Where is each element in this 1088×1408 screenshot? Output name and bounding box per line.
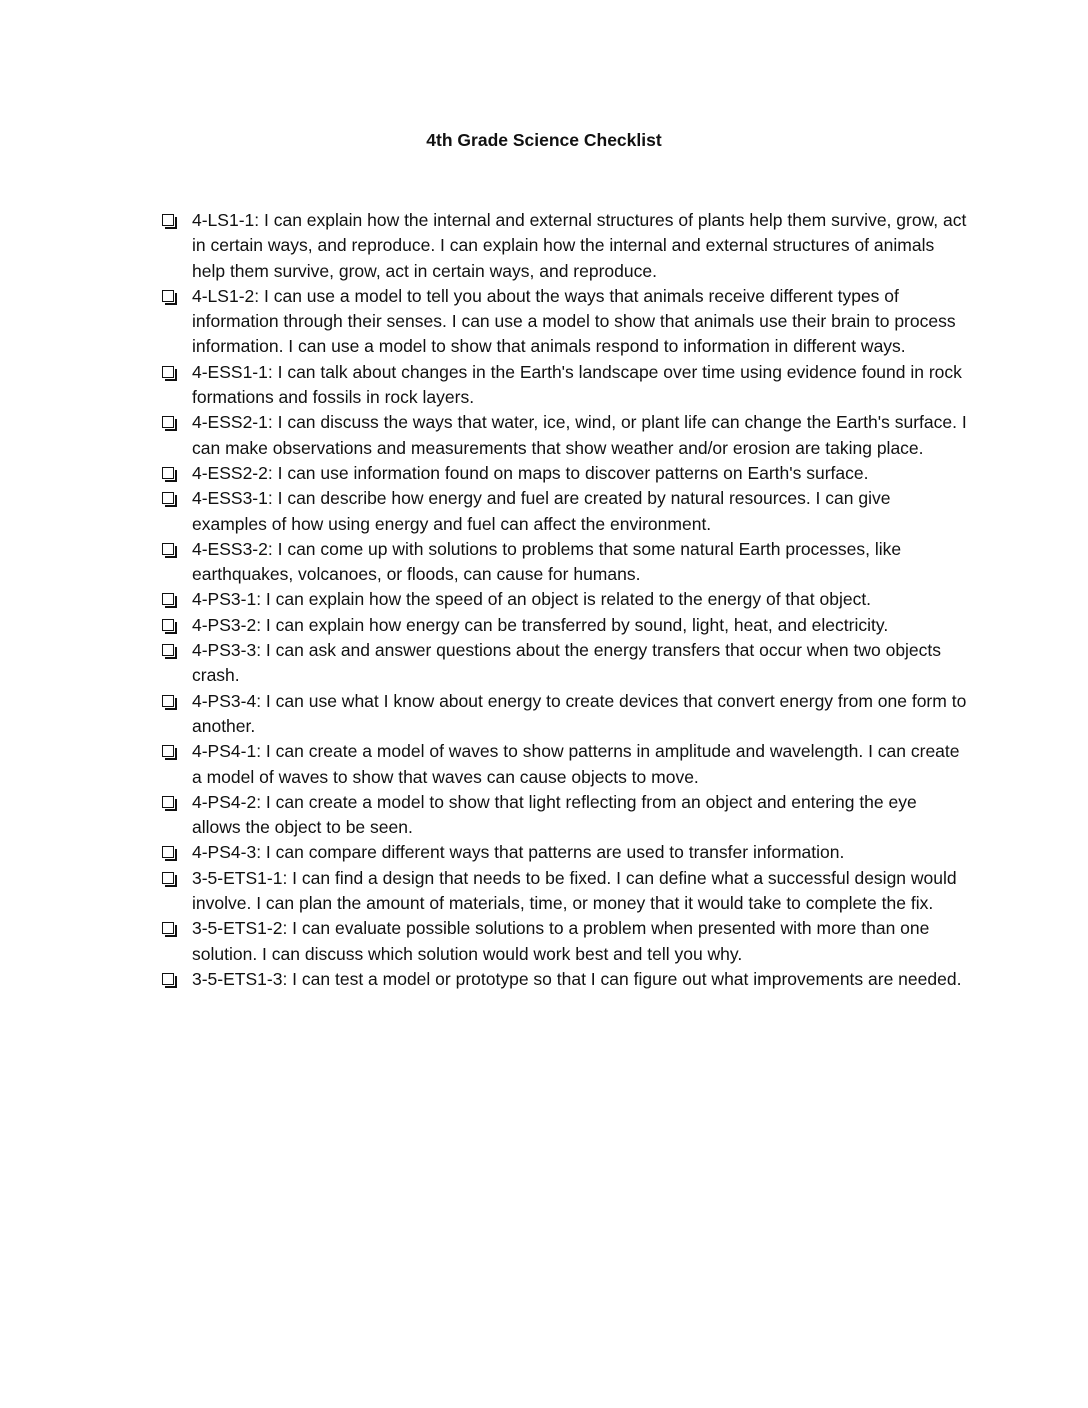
checklist-item-text: 4-PS3-1: I can explain how the speed of an object is related to the energy of that object. [192, 589, 872, 610]
science-checklist [160, 208, 970, 992]
checklist-item-text: 4-ESS2-2: I can use information found on maps to discover patterns on Earth's surface. [192, 462, 869, 483]
checklist-item [160, 613, 970, 638]
checklist-item [160, 461, 970, 486]
checkbox-icon [160, 410, 192, 435]
checklist-item [160, 360, 970, 411]
checkbox-icon [160, 840, 192, 865]
checkbox-icon [160, 587, 192, 612]
checklist-item [160, 638, 970, 689]
checklist-item [160, 689, 970, 740]
checklist-item-text: 4-ESS2-1: I can discuss the ways that water, ice, wind, or plant life can change the Earth's surface. I can make observations and measurements that show weather and/or erosion are taking place. [192, 412, 967, 458]
checklist-item-text: 3-5-ETS1-2: I can evaluate possible solutions to a problem when presented with more than one solution. I can discuss which solution would work best and tell you why. [192, 918, 930, 964]
checklist-item-text: 4-PS3-3: I can ask and answer questions about the energy transfers that occur when two objects crash. [192, 640, 942, 686]
checklist-item-text: 4-ESS1-1: I can talk about changes in the Earth's landscape over time using evidence found in rock formations and fossils in rock layers. [192, 361, 962, 408]
checkbox-icon [160, 284, 192, 309]
checkbox-icon [160, 739, 192, 764]
checkbox-icon [160, 638, 192, 663]
checkbox-icon [160, 461, 192, 486]
checklist-item-text: 4-PS3-2: I can explain how energy can be transferred by sound, light, heat, and electricity. [192, 614, 889, 635]
checklist-item [160, 537, 970, 588]
checklist-item-text: 4-ESS3-2: I can come up with solutions to problems that some natural Earth processes, like earthquakes, volcanoes, or floods, can cause for humans. [192, 538, 902, 585]
checklist-item-text: 3-5-ETS1-3: I can test a model or prototype so that I can figure out what improvements are needed. [192, 968, 962, 989]
checklist-item [160, 410, 970, 461]
checkbox-icon [160, 967, 192, 992]
checklist-item-text: 3-5-ETS1-1: I can find a design that needs to be fixed. I can define what a successful design would involve. I can plan the amount of materials, time, or money that it would take to complete the fix. [192, 867, 957, 914]
checkbox-icon [160, 866, 192, 891]
checklist-item-text: 4-PS4-2: I can create a model to show that light reflecting from an object and entering the eye allows the object to be seen. [192, 791, 917, 838]
checklist-item [160, 284, 970, 360]
checkbox-icon [160, 689, 192, 714]
checkbox-icon [160, 486, 192, 511]
checklist-item [160, 916, 970, 967]
checklist-item [160, 840, 970, 865]
checklist-item [160, 587, 970, 612]
checkbox-icon [160, 916, 192, 941]
checklist-item-text: 4-PS4-1: I can create a model of waves to show patterns in amplitude and wavelength. I can create a model of waves to show that waves can cause objects to move. [192, 741, 960, 787]
checklist-item-text: 4-LS1-2: I can use a model to tell you about the ways that animals receive different types of information through their senses. I can use a model to show that animals use their brain to process information. I can use a model to show that animals respond to information in different ways. [192, 285, 956, 357]
checklist-item-text: 4-PS4-3: I can compare different ways that patterns are used to transfer information. [192, 842, 845, 863]
checkbox-icon [160, 208, 192, 233]
checklist-item [160, 790, 970, 841]
checklist-item-text: 4-LS1-1: I can explain how the internal and external structures of plants help them survive, grow, act in certain ways, and reproduce. I can explain how the internal and external structures of animals help them survive, grow, act in certain ways, and reproduce. [192, 210, 967, 281]
checklist-item [160, 739, 970, 790]
checkbox-icon [160, 790, 192, 815]
checklist-item [160, 866, 970, 917]
checklist-item [160, 208, 970, 284]
page-title: 4th Grade Science Checklist [426, 130, 662, 150]
checkbox-icon [160, 360, 192, 385]
checklist-item [160, 486, 970, 537]
checkbox-icon [160, 537, 192, 562]
checkbox-icon [160, 613, 192, 638]
checklist-item [160, 967, 970, 992]
checklist-item-text: 4-PS3-4: I can use what I know about energy to create devices that convert energy from one form to another. [192, 690, 967, 736]
checklist-item-text: 4-ESS3-1: I can describe how energy and fuel are created by natural resources. I can give examples of how using energy and fuel can affect the environment. [192, 488, 891, 534]
